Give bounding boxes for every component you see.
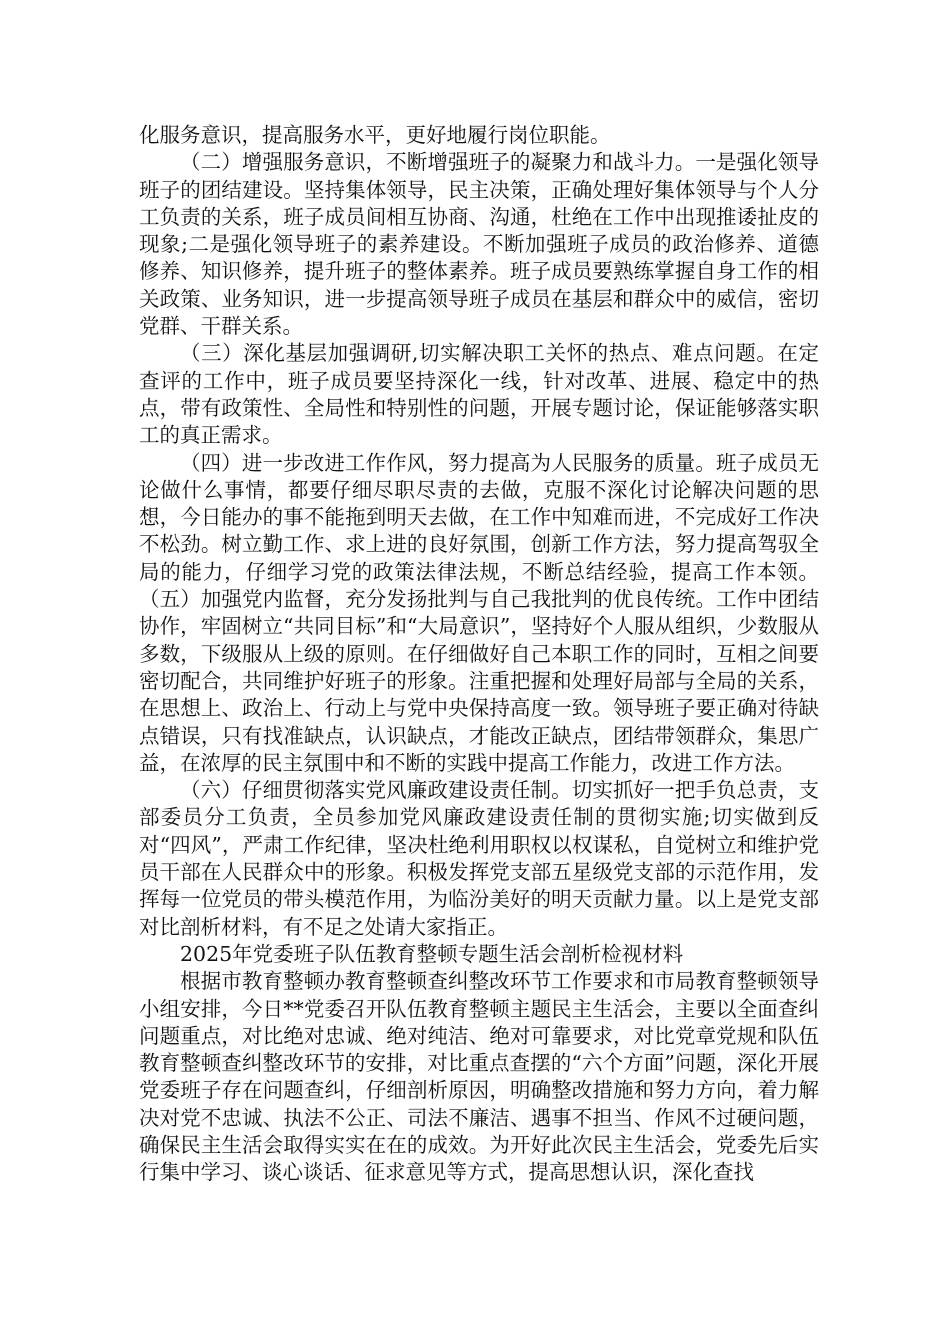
paragraph-section-2: （二）增强服务意识，不断增强班子的凝聚力和战斗力。一是强化领导班子的团结建设。坚持集体领导，民主决策，正确处理好集体领导与个人分工负责的关系，班子成员间相互协商、沟通，杜绝在工作中出现推诿扯皮的现象;二是强化领导班子的素养建设。不断加强班子成员的政治修养、道德修养、知识修养，提升班子的整体素养。班子成员要熟练掌握自身工作的相关政策、业务知识，进一步提高领导班子成员在基层和群众中的威信，密切党群、干群关系。 bbox=[139, 150, 819, 339]
paragraph-closing: 根据市教育整顿办教育整顿查纠整改环节工作要求和市局教育整顿领导小组安排，今日**党委召开队伍教育整顿主题民主生活会，主要以全面查纠问题重点，对比绝对忠诚、绝对纯洁、绝对可靠要求，对比党章党规和队伍教育整顿查纠整改环节的安排，对比重点查摆的“六个方面”问题，深化开展党委班子存在问题查纠，仔细剖析原因，明确整改措施和努力方向，着力解决对党不忠诚、执法不公正、司法不廉洁、遇事不担当、作风不过硬问题，确保民主生活会取得实实在在的成效。为开好此次民主生活会，党委先后实行集中学习、谈心谈话、征求意见等方式，提高思想认识，深化查找 bbox=[139, 969, 819, 1185]
paragraph-section-6: （六）仔细贯彻落实党风廉政建设责任制。切实抓好一把手负总责，支部委员分工负责，全员参加党风廉政建设责任制的贯彻实施;切实做到反对“四风”，严肃工作纪律，坚决杜绝利用职权以权谋私，自觉树立和维护党员干部在人民群众中的形象。积极发挥党支部五星级党支部的示范作用，发挥每一位党员的带头模范作用，为临汾美好的明天贡献力量。以上是党支部对比剖析材料，有不足之处请大家指正。 bbox=[139, 778, 819, 939]
paragraph-section-4-5: （四）进一步改进工作作风，努力提高为人民服务的质量。班子成员无论做什么事情，都要仔细尽职尽责的去做，克服不深化讨论解决问题的思想，今日能办的事不能拖到明天去做，在工作中知难而进，不完成好工作决不松劲。树立勤工作、求上进的良好氛围，创新工作方法，努力提高驾驭全局的能力，仔细学习党的政策法律法规，不断总结经验，提高工作本领。（五）加强党内监督，充分发扬批判与自己我批判的优良传统。工作中团结协作，牢固树立“共同目标”和“大局意识”，坚持好个人服从组织，少数服从多数，下级服从上级的原则。在仔细做好自己本职工作的同时，互相之间要密切配合，共同维护好班子的形象。注重把握和处理好局部与全局的关系，在思想上、政治上、行动上与党中央保持高度一致。领导班子要正确对待缺点错误，只有找准缺点，认识缺点，才能改正缺点，团结带领群众，集思广益，在浓厚的民主氛围中和不断的实践中提高工作能力，改进工作方法。 bbox=[139, 450, 819, 775]
paragraph-continuation: 化服务意识，提高服务水平，更好地履行岗位职能。 bbox=[139, 123, 611, 147]
paragraph-section-3: （三）深化基层加强调研,切实解决职工关怀的热点、难点问题。在定查评的工作中，班子成员要坚持深化一线，针对改革、进展、稳定中的热点，带有政策性、全局性和特别性的问题，开展专题讨论，保证能够落实职工的真正需求。 bbox=[139, 341, 819, 448]
document-page bbox=[139, 122, 819, 1187]
section-title: 2025年党委班子队伍教育整顿专题生活会剖析检视材料 bbox=[180, 941, 684, 966]
